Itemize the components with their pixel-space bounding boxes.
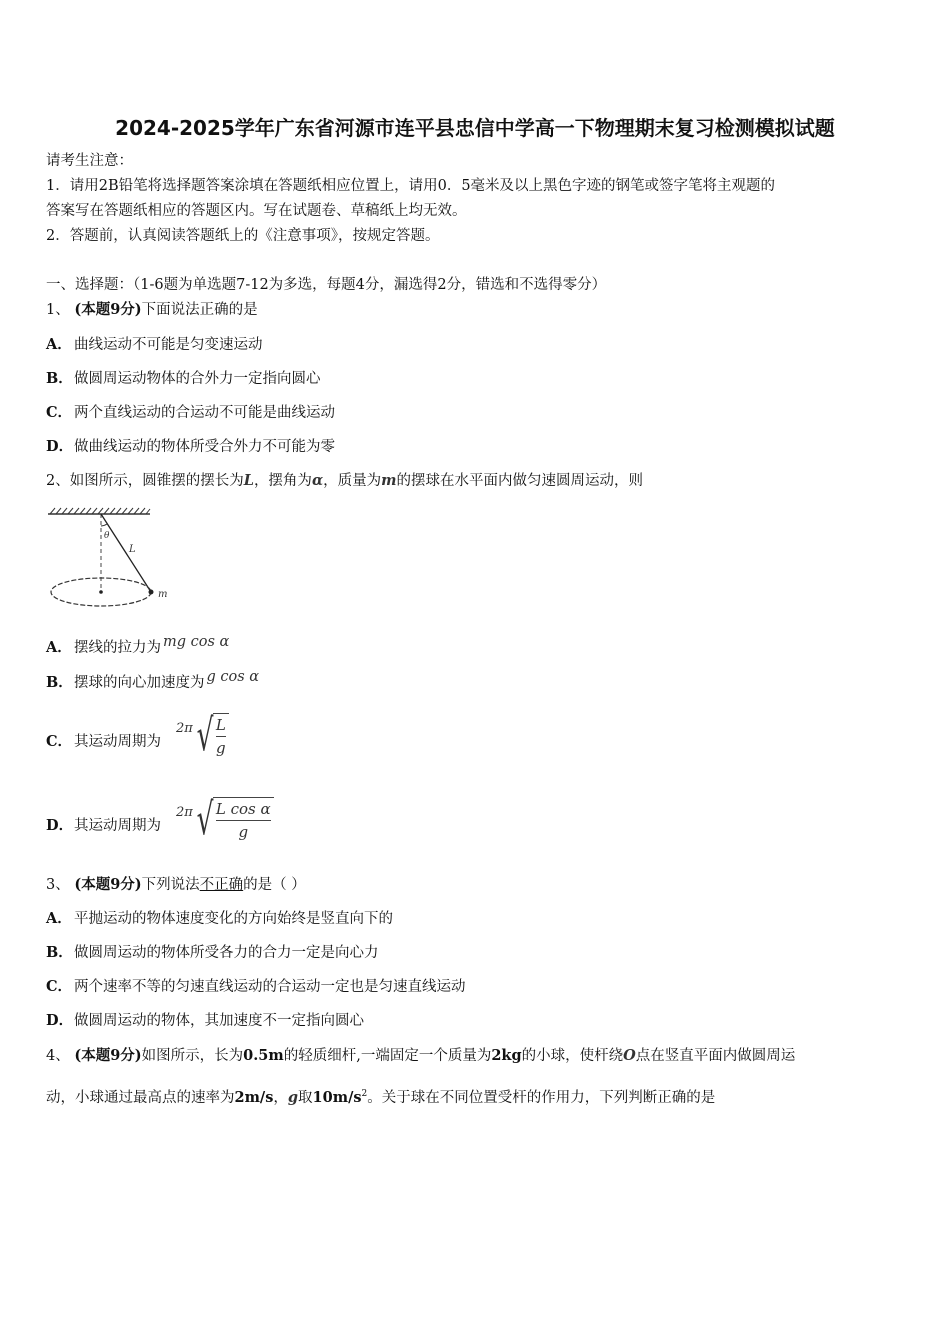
option-text: 两个速率不等的匀速直线运动的合运动一定也是匀速直线运动 bbox=[74, 979, 466, 995]
question-4-text: ， bbox=[273, 1089, 288, 1106]
var-m: m bbox=[381, 472, 397, 489]
q1-option-c bbox=[46, 403, 335, 423]
option-label: B． bbox=[46, 370, 73, 387]
denominator: g bbox=[216, 736, 226, 759]
question-1-text: 下面说法正确的是 bbox=[141, 302, 258, 318]
q1-option-a bbox=[46, 335, 263, 355]
question-4-line-2 bbox=[46, 1084, 715, 1108]
q1-option-b bbox=[46, 369, 321, 389]
ceiling-hatch bbox=[50, 508, 150, 514]
question-4-text: 的轻质细杆,一端固定一个质量为 bbox=[283, 1048, 492, 1064]
question-2-text-d: 的摆球在水平面内做匀速圆周运动，则 bbox=[396, 473, 643, 489]
sqrt-icon: √ bbox=[196, 794, 214, 845]
option-text: 曲线运动不可能是匀变速运动 bbox=[74, 337, 263, 353]
question-2-text-a: 2、如图所示，圆锥摆的摆长为 bbox=[46, 473, 244, 489]
question-3-text-a: 下列说法 bbox=[141, 877, 200, 893]
page-title: 2024-2025学年广东省河源市连平县忠信中学高一下物理期末复习检测模拟试题 bbox=[115, 116, 835, 140]
option-label: A． bbox=[46, 910, 72, 927]
option-text: 平抛运动的物体速度变化的方向始终是竖直向下的 bbox=[74, 911, 393, 927]
question-1-number: 1、 bbox=[46, 302, 70, 318]
question-4-text: 点在竖直平面内做圆周运 bbox=[635, 1048, 796, 1064]
q2-option-b bbox=[46, 669, 260, 693]
pendulum-string bbox=[101, 514, 151, 592]
q2-option-d bbox=[46, 816, 161, 836]
notice-item1-line2: 答案写在答题纸相应的答题区内。写在试题卷、草稿纸上均无效。 bbox=[46, 203, 467, 219]
option-math: g cos α bbox=[206, 669, 260, 685]
option-label: C． bbox=[46, 733, 73, 750]
var-L: L bbox=[243, 472, 254, 489]
question-2-text-b: ，摆角为 bbox=[253, 473, 312, 489]
question-3-stem bbox=[46, 875, 306, 895]
option-text: 其运动周期为 bbox=[74, 734, 161, 750]
fraction bbox=[213, 713, 229, 759]
question-4-text: 的小球，使杆绕 bbox=[521, 1048, 624, 1064]
mass-label: m bbox=[158, 589, 168, 600]
gravity-value: 10m/s bbox=[312, 1088, 362, 1106]
question-2-text-c: ，质量为 bbox=[323, 473, 382, 489]
notice-item1-line1: 1．请用2B铅笔将选择题答案涂填在答题纸相应位置上，请用0．5毫米及以上黑色字迹的钢笔或签字笔将主观题的 bbox=[46, 178, 776, 194]
question-2-stem bbox=[46, 471, 643, 491]
conical-pendulum-figure bbox=[44, 506, 174, 614]
question-1-score: (本题9分) bbox=[74, 301, 142, 318]
q2-option-c-formula bbox=[176, 708, 229, 764]
question-3-number: 3、 bbox=[46, 877, 70, 893]
option-text: 摆线的拉力为 bbox=[74, 640, 161, 656]
option-text: 做曲线运动的物体所受合外力不可能为零 bbox=[74, 439, 335, 455]
option-label: D． bbox=[46, 1012, 74, 1029]
question-4-text: 如图所示，长为 bbox=[141, 1048, 244, 1064]
question-4-text: 。关于球在不同位置受杆的作用力，下列判断正确的是 bbox=[367, 1089, 716, 1106]
q3-option-c bbox=[46, 977, 466, 997]
fraction bbox=[213, 797, 274, 843]
q2-option-c bbox=[46, 732, 161, 752]
angle-label: θ bbox=[104, 531, 110, 541]
option-text: 做圆周运动的物体所受各力的合力一定是向心力 bbox=[74, 945, 379, 961]
option-label: C． bbox=[46, 404, 73, 421]
q2-option-a bbox=[46, 634, 230, 658]
question-4-score: (本题9分) bbox=[74, 1047, 142, 1064]
option-text: 两个直线运动的合运动不可能是曲线运动 bbox=[74, 405, 335, 421]
option-label: C． bbox=[46, 978, 73, 995]
option-label: A． bbox=[46, 639, 72, 656]
section-heading: 一、选择题：（1-6题为单选题7-12为多选，每题4分，漏选得2分，错选和不选得零分） bbox=[46, 277, 607, 293]
pendulum-bob bbox=[149, 590, 154, 595]
top-speed: 2m/s bbox=[234, 1088, 274, 1106]
q3-option-a bbox=[46, 909, 393, 929]
q2-option-d-formula bbox=[176, 792, 274, 848]
option-text: 做圆周运动的物体，其加速度不一定指向圆心 bbox=[74, 1013, 364, 1029]
pivot-point: O bbox=[623, 1047, 636, 1064]
notice-item2: 2．答题前，认真阅读答题纸上的《注意事项》，按规定答题。 bbox=[46, 228, 440, 244]
sqrt-icon: √ bbox=[196, 710, 214, 761]
question-4-number: 4、 bbox=[46, 1048, 70, 1064]
option-text: 摆球的向心加速度为 bbox=[74, 675, 205, 691]
angle-arc bbox=[101, 524, 107, 526]
option-text: 做圆周运动物体的合外力一定指向圆心 bbox=[74, 371, 321, 387]
formula-coefficient: 2π bbox=[176, 804, 193, 820]
option-label: D． bbox=[46, 817, 74, 834]
gravity-exponent: 2 bbox=[361, 1089, 368, 1099]
question-3-score: (本题9分) bbox=[74, 876, 142, 893]
q3-option-d bbox=[46, 1011, 364, 1031]
var-alpha: α bbox=[311, 472, 324, 489]
option-label: B． bbox=[46, 674, 73, 691]
center-point bbox=[99, 590, 103, 594]
numerator: L cos α bbox=[215, 800, 271, 818]
q1-option-d bbox=[46, 437, 335, 457]
question-4-text: 动，小球通过最高点的速率为 bbox=[46, 1089, 235, 1106]
question-3-text-b: 的是（ ） bbox=[243, 877, 306, 893]
question-4-text: 取 bbox=[298, 1089, 313, 1106]
option-label: A． bbox=[46, 336, 72, 353]
question-1-stem bbox=[46, 300, 258, 320]
rod-length: 0.5m bbox=[243, 1047, 284, 1064]
option-text: 其运动周期为 bbox=[74, 818, 161, 834]
gravity-symbol: g bbox=[287, 1088, 299, 1106]
numerator: L bbox=[215, 716, 226, 734]
question-4-line-1 bbox=[46, 1046, 795, 1066]
length-label: L bbox=[129, 544, 136, 555]
option-label: B． bbox=[46, 944, 73, 961]
notice-heading: 请考生注意： bbox=[46, 153, 133, 169]
formula-coefficient: 2π bbox=[176, 720, 193, 736]
denominator: g bbox=[216, 820, 271, 843]
q3-option-b bbox=[46, 943, 379, 963]
option-math: mg cos α bbox=[163, 634, 230, 650]
ball-mass: 2kg bbox=[491, 1047, 522, 1064]
option-label: D． bbox=[46, 438, 74, 455]
question-3-underlined: 不正确 bbox=[199, 877, 244, 893]
